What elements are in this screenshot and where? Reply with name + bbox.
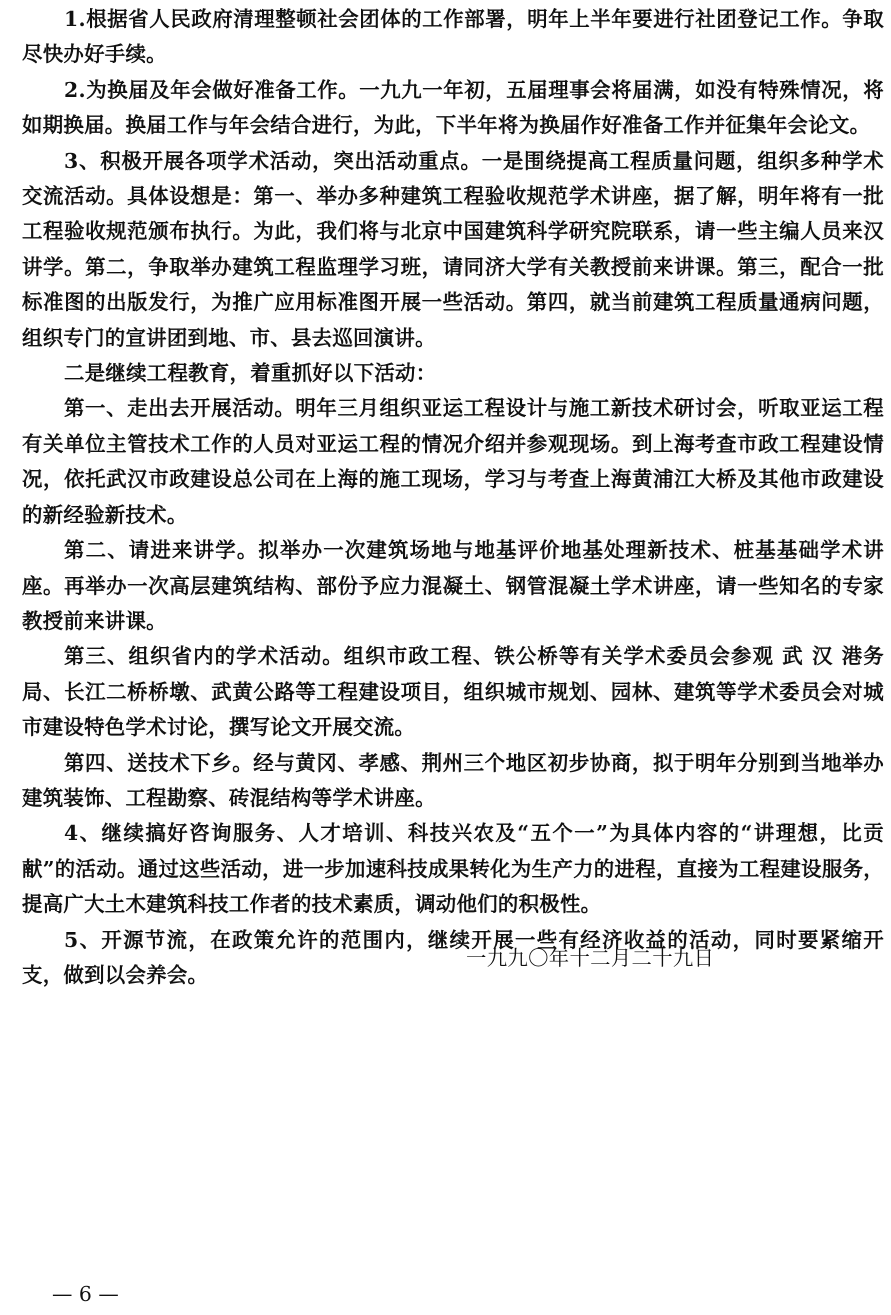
paragraph-6: 第二、请进来讲学。拟举办一次建筑场地与地基评价地基处理新技术、桩基基础学术讲座。再举办一次高层建筑结构、部份予应力混凝土、钢管混凝土学术讲座，请一些知名的专家教授前来讲课。 — [22, 538, 884, 633]
paragraph-3: 3、积极开展各项学术活动，突出活动重点。一是围绕提高工程质量问题，组织多种学术交流活动。具体设想是：第一、举办多种建筑工程验收规范学术讲座，据了解，明年将有一批工程验收规范颁布执行。为此，我们将与北京中国建筑科学研究院联系，请一些主编人员来汉讲学。第二，争取举办建筑工程监理学习班，请同济大学有关教授前来讲课。第三，配合一批标准图的出版发行，为推广应用标准图开展一些活动。第四，就当前建筑工程质量通病问题，组织专门的宣讲团到地、市、县去巡回演讲。 — [22, 148, 884, 350]
paragraph-7: 第三、组织省内的学术活动。组织市政工程、铁公桥等有关学术委员会参观 武 汉 港务局、长江二桥桥墩、武黄公路等工程建设项目，组织城市规划、园林、建筑等学术委员会对城市建设特色学术讨论，撰写论文开展交流。 — [22, 644, 884, 740]
paragraph-2: 2.为换届及年会做好准备工作。一九九一年初，五届理事会将届满，如没有特殊情况，将如期换届。换届工作与年会结合进行，为此，下半年将为换届作好准备工作并征集年会论文。 — [22, 77, 884, 138]
paragraph-10: 5、开源节流，在政策允许的范围内，继续开展一些有经济收益的活动，同时要紧缩开支，做到以会养会。 — [22, 927, 884, 987]
paragraph-4: 二是继续工程教育，着重抓好以下活动： — [64, 361, 437, 386]
paragraph-1: 1.根据省人民政府清理整顿社会团体的工作部署，明年上半年要进行社团登记工作。争取尽快办好手续。 — [22, 7, 884, 67]
paragraph-8: 第四、送技术下乡。经与黄冈、孝感、荆州三个地区初步协商，拟于明年分别到当地举办建筑装饰、工程勘察、砖混结构等学术讲座。 — [22, 750, 884, 810]
document-body — [22, 2, 884, 993]
paragraph-9: 4、继续搞好咨询服务、人才培训、科技兴农及“五个一”为具体内容的“讲理想，比贡献”的活动。通过这些活动，进一步加速科技成果转化为生产力的进程，直接为工程建设服务，提高广大土木建筑科技工作者的技术素质，调动他们的积极性。 — [22, 821, 884, 917]
page-number: — 6 — — [52, 1282, 119, 1306]
paragraph-5: 第一、走出去开展活动。明年三月组织亚运工程设计与施工新技术研讨会，听取亚运工程有关单位主管技术工作的人员对亚运工程的情况介绍并参观现场。到上海考查市政工程建设情况，依托武汉市政建设总公司在上海的施工现场，学习与考查上海黄浦江大桥及其他市政建设的新经验新技术。 — [22, 396, 884, 527]
document-date: 一九九〇年十二月二十九日 — [466, 946, 715, 970]
